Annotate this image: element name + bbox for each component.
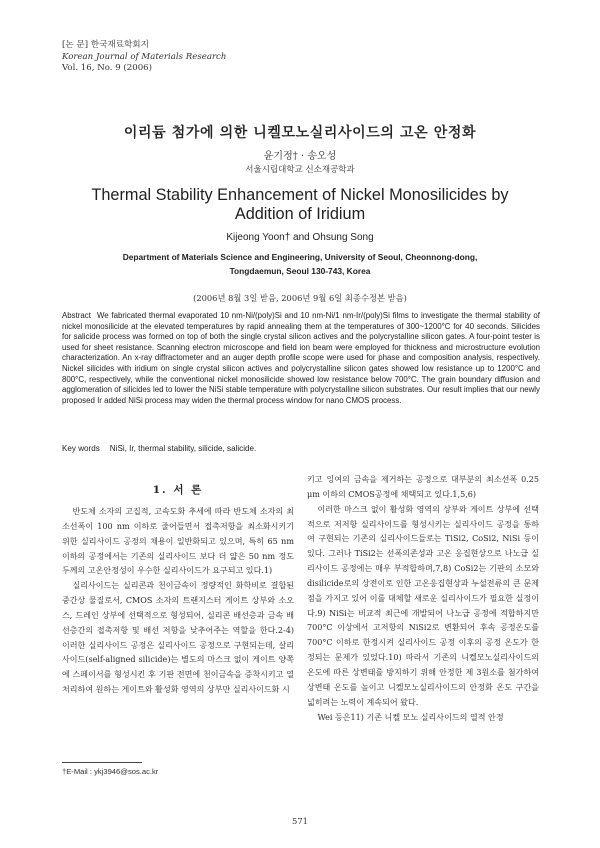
english-authors: Kijeong Yoon† and Ohsung Song [226,232,374,243]
english-title-line1: Thermal Stability Enhancement of Nickel Monosilicides by [91,186,509,204]
keywords-label: Key words [62,444,100,453]
body-column-right [307,473,539,725]
english-affiliation-line2: Tongdaemun, Seoul 130-743, Korea [229,266,371,276]
abstract [62,311,540,406]
korean-affiliation: 서울시립대학교 신소재공학과 [245,165,355,175]
journal-header [62,40,226,75]
body-paragraph: Wei 등은11) 기존 니켈 모노 실리사이드의 열적 안정 [317,712,504,722]
received-date: (2006년 8월 3일 받음, 2006년 9월 6일 최종수정본 받음) [193,293,407,303]
body-paragraph: 이러한 마스크 없이 활성화 영역의 상부와 게이트 상부에 선택적으로 저저항 실리사이드를 형성시키는 실리사이드 공정을 통하여 구현되는 기존의 실리사이드들로는 TiSi2, CoSi2, NiSi 등이 있다. 그러나 TiSi2는 선폭의존성과 고온 응집현상으로 나노급 실리사이드 공정에는 매우 부적합하며,7,8) CoSi2는 기판의 소모와 disilicide로의 상전이로 인한 고온응집현상과 누설전류의 큰 문제점을 가지고 있어 이를 대체할 새로운 실리사이드가 필요한 실정이다.9) NiSi는 비교적 최근에 개발되어 나노급 공정에 적합하지만 700°C 이상에서 고저항의 NiSi2로 변환되어 후속 공정온도를 700°C 이하로 한정시켜 실리사이드 공정 이후의 공정 온도가 한정되는 문제가 있었다.10) 따라서 기존의 니켈모노실리사이드의 온도에 따른 상변태를 방지하기 위해 안정한 제 3원소를 첨가하여 상변태 온도를 높이고 니켈모노실리사이드의 안정화 온도 구간을 넓히려는 노력이 계속되어 왔다. [307,504,539,707]
page-number: 571 [292,816,308,826]
body-column-left [62,505,294,698]
keywords [62,444,256,453]
english-title-line2: Addition of Iridium [234,205,366,223]
body-paragraph: 실리사이드는 실리콘과 천이금속이 정량적인 화학비로 결합된 중간상 물질로서, CMOS 소자의 트랜지스터 게이트 상부와 소오스, 드레인 상부에 선택적으로 형성되어, 실리콘 배선층과 금속 배선층간의 접촉저항 및 배선 저항을 낮추어주는 역할을 한다.2-4) 이러한 실리사이드 공정은 실리사이드 공정으로 구현되는데, 살리사이드(self-aligned silicide)는 별도의 마스크 없이 게이트 양쪽에 스페이서를 형성시킨 후 기판 전면에 천이금속을 증착시키고 열처리하여 원하는 게이트와 활성화 영역의 상부만 실리사이드화 시 [62,581,294,695]
body-paragraph: 키고 잉여의 금속을 제거하는 공정으로 대부분의 최소선폭 0.25 μm 이하의 CMOS공정에 채택되고 있다.1,5,6) [307,475,539,499]
journal-name-en: Korean Journal of Materials Research [62,51,227,62]
english-title [0,186,600,224]
keywords-text: NiSi, Ir, thermal stability, silicide, salicide. [109,444,257,453]
abstract-label: Abstract [62,311,91,320]
journal-volume: Vol. 16, No. 9 (2006) [62,63,152,73]
abstract-text: We fabricated thermal evaporated 10 nm-Ni/(poly)Si and 10 nm-Ni/1 nm-Ir/(poly)Si films to investigate the thermal stability of nickel monosilicide at the elevated temperatures by rapid annealing them at the temperatures of 300~1200°C for 40 seconds. Silicides for salicide process was formed on top of both the single crystal silicon actives and the polycrystalline silicon gates. A four-point tester is used for sheet resistance. Scanning electron microscope and field ion beam were employed for thickness and microstructure evolution characterization. An x-ray diffractometer and an auger depth profile scope were used for phase and composition analysis, respectively. Nickel silicides with iridium on single crystal silicon actives and polycrystalline silicon gates showed low resistance up to 1200°C and 800°C, respectively, while the conventional nickel monosilicide showed low resistance below 700°C. The grain boundary diffusion and agglomeration of silicides led to lower the NiSi stable temperature with polycrystalline silicon substrates. Our result implies that our newly proposed Ir added NiSi process may widen the thermal process window for nano CMOS process. [62,311,540,405]
body-paragraph: 반도체 소자의 고집적, 고속도화 추세에 따라 반도체 소자의 최소선폭이 100 nm 이하로 줄어들면서 접촉저항을 최소화시키기 위한 실리사이드 공정의 채용이 일반화되고 있으며, 특히 65 nm 이하의 공정에서는 기존의 실리사이드 보다 더 얇은 50 nm 정도 두께의 고온안정성이 우수한 실리사이드가 요구되고 있다.1) [62,507,294,576]
footnote-divider [62,762,142,763]
english-affiliation-line1: Department of Materials Science and Engineering, University of Seoul, Cheonnong-dong, [122,252,478,262]
english-affiliation [40,250,560,278]
journal-category: [논 문] 한국재료학회지 [62,40,149,50]
section-heading-introduction: 1. 서 론 [152,484,204,496]
korean-title: 이리듐 첨가에 의한 니켈모노실리사이드의 고온 안정화 [123,125,477,141]
korean-authors: 윤기정† · 송오성 [263,151,337,162]
footnote-email: †E-Mail : ykj3946@sos.ac.kr [62,767,159,776]
